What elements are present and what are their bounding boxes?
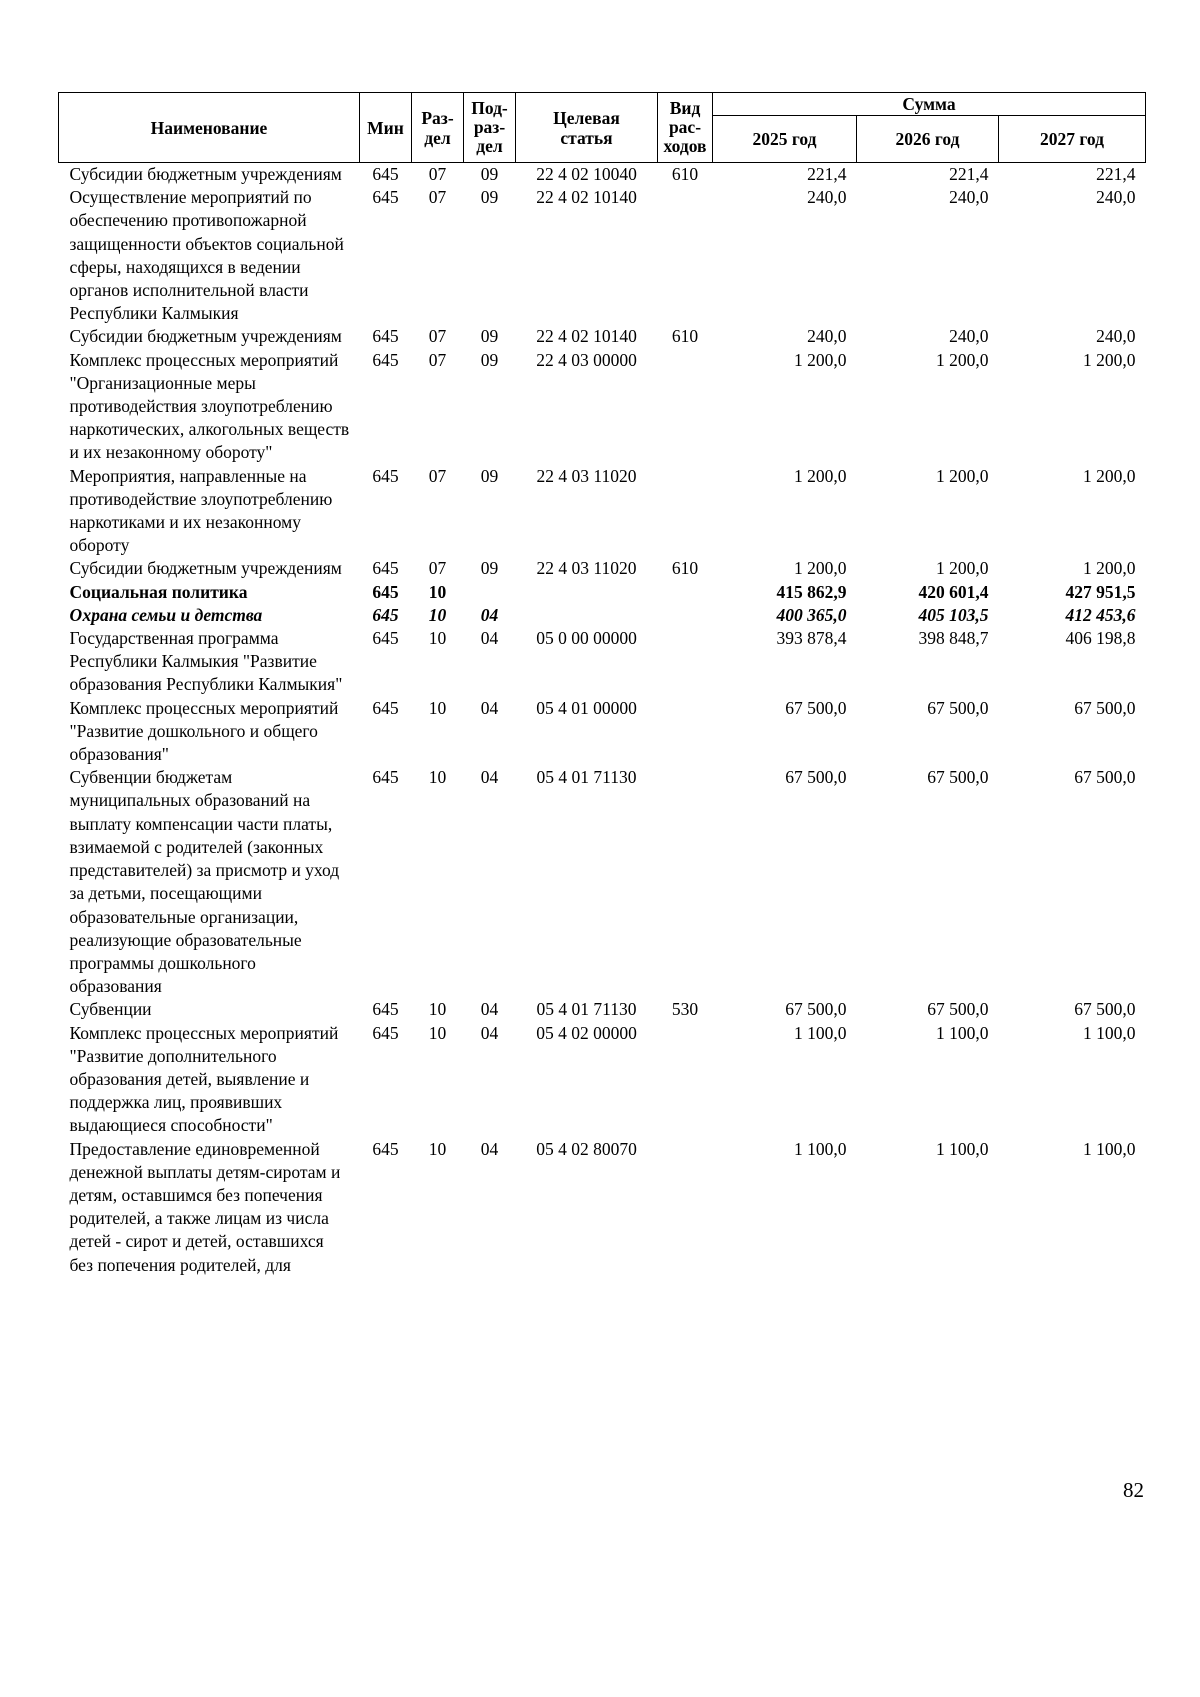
- cell-min: 645: [372, 581, 399, 602]
- cell-2026: 405 103,5: [918, 604, 989, 625]
- cell-min: 645: [372, 604, 399, 625]
- cell-2025: 1 100,0: [794, 1138, 847, 1159]
- table-row: [59, 557, 1146, 580]
- cell-vid: [658, 627, 713, 697]
- cell-podrazdel: 09: [480, 326, 499, 347]
- cell-vid: [658, 697, 713, 767]
- cell-target: 22 4 02 10040: [536, 164, 637, 184]
- cell-2025: 67 500,0: [785, 697, 847, 718]
- cell-razdel: 07: [428, 187, 447, 208]
- cell-razdel: 10: [428, 581, 447, 602]
- cell-2026: 67 500,0: [927, 697, 989, 718]
- cell-vid: [658, 581, 713, 604]
- cell-razdel: 07: [428, 465, 447, 486]
- table-row: [59, 581, 1146, 604]
- header-2026: 2026 год: [857, 116, 999, 163]
- header-target: Целевая статья: [516, 93, 658, 163]
- cell-min: 645: [372, 558, 399, 579]
- cell-name: Мероприятия, направленные на противодействие злоупотреблению наркотиками и их незаконному обороту: [69, 465, 333, 556]
- cell-podrazdel: 04: [480, 767, 499, 788]
- cell-name: Комплекс процессных мероприятий "Развитие дополнительного образования детей, выявление и поддержка лиц, проявивших выдающиеся способности": [69, 1022, 339, 1136]
- cell-podrazdel: 09: [480, 465, 499, 486]
- cell-target: 05 4 01 71130: [536, 999, 637, 1020]
- table-body: [59, 163, 1146, 1277]
- cell-2027: 67 500,0: [1074, 697, 1136, 718]
- cell-min: 645: [372, 697, 399, 718]
- cell-2027: 221,4: [1096, 164, 1136, 184]
- cell-target: 22 4 03 11020: [536, 465, 637, 486]
- table-row: [59, 627, 1146, 697]
- header-sum: Сумма: [713, 93, 1146, 116]
- cell-razdel: 07: [428, 164, 447, 184]
- cell-2026: 398 848,7: [918, 628, 989, 649]
- cell-min: 645: [372, 1138, 399, 1159]
- cell-2027: 427 951,5: [1065, 581, 1136, 602]
- cell-name: Комплекс процессных мероприятий "Развитие дошкольного и общего образования": [69, 697, 339, 765]
- cell-vid: 610: [671, 558, 699, 579]
- cell-target: 05 4 02 00000: [536, 1022, 637, 1043]
- cell-min: 645: [372, 349, 399, 370]
- table-row: [59, 604, 1146, 627]
- cell-target: 22 4 03 00000: [536, 349, 637, 370]
- cell-2027: 1 100,0: [1083, 1022, 1136, 1043]
- cell-vid: [658, 1022, 713, 1138]
- cell-razdel: 07: [428, 349, 447, 370]
- cell-vid: [658, 349, 713, 465]
- cell-razdel: 10: [428, 604, 447, 625]
- cell-2027: 1 200,0: [1083, 349, 1136, 370]
- table-row: [59, 349, 1146, 465]
- cell-podrazdel: 09: [480, 349, 499, 370]
- cell-min: 645: [372, 628, 399, 649]
- cell-2026: 1 200,0: [936, 349, 989, 370]
- cell-2025: 400 365,0: [776, 604, 847, 625]
- cell-2025: 240,0: [807, 187, 847, 208]
- cell-razdel: 10: [428, 1138, 447, 1159]
- cell-2027: 67 500,0: [1074, 999, 1136, 1020]
- cell-razdel: 10: [428, 1022, 447, 1043]
- table-row: [59, 465, 1146, 558]
- cell-name: Социальная политика: [69, 581, 248, 602]
- cell-vid: [658, 465, 713, 558]
- cell-2025: 67 500,0: [785, 999, 847, 1020]
- cell-podrazdel: 09: [480, 558, 499, 579]
- cell-podrazdel: 04: [480, 628, 499, 649]
- cell-2025: 415 862,9: [776, 581, 847, 602]
- cell-target: 05 4 02 80070: [536, 1138, 637, 1159]
- cell-target: 22 4 03 11020: [536, 558, 637, 579]
- cell-2025: 221,4: [807, 164, 847, 184]
- cell-2025: 67 500,0: [785, 767, 847, 788]
- cell-2025: 1 200,0: [794, 465, 847, 486]
- cell-razdel: 10: [428, 767, 447, 788]
- cell-min: 645: [372, 999, 399, 1020]
- page-number: 82: [1123, 1478, 1144, 1502]
- table-row: [59, 766, 1146, 998]
- cell-target: 05 4 01 71130: [536, 767, 637, 788]
- cell-podrazdel: [464, 581, 516, 604]
- cell-name: Комплекс процессных мероприятий "Организационные меры противодействия злоупотреблению наркотических, алкогольных веществ и их незаконному обороту": [69, 349, 350, 463]
- cell-2026: 221,4: [949, 164, 989, 184]
- header-2027: 2027 год: [999, 116, 1146, 163]
- table-row: [59, 1022, 1146, 1138]
- cell-vid: [658, 1138, 713, 1277]
- cell-podrazdel: 04: [480, 697, 499, 718]
- cell-min: 645: [372, 767, 399, 788]
- table-header: [59, 93, 1146, 163]
- cell-2026: 1 200,0: [936, 465, 989, 486]
- cell-2026: 420 601,4: [918, 581, 989, 602]
- cell-target: [516, 604, 658, 627]
- cell-vid: 610: [671, 164, 699, 184]
- budget-table: [58, 92, 1146, 1277]
- header-podrazdel: Под- раз- дел: [464, 93, 516, 163]
- cell-2027: 406 198,8: [1065, 628, 1136, 649]
- cell-name: Осуществление мероприятий по обеспечению противопожарной защищенности объектов социальной сферы, находящихся в ведении органов исполнительной власти Республики Калмыкия: [69, 187, 344, 324]
- table-row: [59, 163, 1146, 187]
- table-row: [59, 325, 1146, 348]
- cell-min: 645: [372, 326, 399, 347]
- cell-2025: 1 100,0: [794, 1022, 847, 1043]
- cell-2026: 240,0: [949, 187, 989, 208]
- cell-2025: 393 878,4: [776, 628, 847, 649]
- cell-2026: 1 100,0: [936, 1138, 989, 1159]
- cell-target: 05 4 01 00000: [536, 697, 637, 718]
- cell-name: Охрана семьи и детства: [69, 604, 263, 625]
- cell-name: Предоставление единовременной денежной выплаты детям-сиротам и детям, оставшимся без попечения родителей, а также лицам из числа детей - сирот и детей, оставшихся без попечения родителей, для: [69, 1138, 341, 1275]
- header-name: Наименование: [59, 93, 360, 163]
- cell-2025: 1 200,0: [794, 558, 847, 579]
- cell-podrazdel: 09: [480, 164, 499, 184]
- header-razdel: Раз- дел: [412, 93, 464, 163]
- cell-2027: 1 200,0: [1083, 558, 1136, 579]
- table-row: [59, 697, 1146, 767]
- table-row: [59, 186, 1146, 325]
- cell-podrazdel: 04: [480, 604, 499, 625]
- cell-razdel: 10: [428, 697, 447, 718]
- cell-2027: 240,0: [1096, 187, 1136, 208]
- cell-2026: 1 100,0: [936, 1022, 989, 1043]
- cell-2025: 240,0: [807, 326, 847, 347]
- cell-name: Государственная программа Республики Калмыкия "Развитие образования Республики Калмыкия": [69, 628, 343, 695]
- cell-2027: 1 100,0: [1083, 1138, 1136, 1159]
- cell-min: 645: [372, 164, 399, 184]
- cell-min: 645: [372, 187, 399, 208]
- cell-min: 645: [372, 465, 399, 486]
- table-row: [59, 998, 1146, 1021]
- cell-vid: [658, 186, 713, 325]
- cell-name: Субвенции: [69, 999, 152, 1020]
- cell-vid: [658, 604, 713, 627]
- cell-vid: 530: [671, 999, 699, 1020]
- cell-vid: [658, 766, 713, 998]
- cell-podrazdel: 04: [480, 1138, 499, 1159]
- cell-vid: 610: [671, 326, 699, 347]
- cell-2026: 240,0: [949, 326, 989, 347]
- cell-min: 645: [372, 1022, 399, 1043]
- cell-target: 22 4 02 10140: [536, 187, 637, 208]
- cell-podrazdel: 04: [480, 999, 499, 1020]
- cell-podrazdel: 09: [480, 187, 499, 208]
- cell-2026: 67 500,0: [927, 767, 989, 788]
- cell-razdel: 10: [428, 999, 447, 1020]
- cell-name: Субсидии бюджетным учреждениям: [69, 326, 342, 347]
- cell-name: Субсидии бюджетным учреждениям: [69, 164, 342, 184]
- cell-2027: 1 200,0: [1083, 465, 1136, 486]
- cell-2026: 67 500,0: [927, 999, 989, 1020]
- cell-2025: 1 200,0: [794, 349, 847, 370]
- cell-2027: 412 453,6: [1065, 604, 1136, 625]
- cell-razdel: 10: [428, 628, 447, 649]
- header-vid: Вид рас- ходов: [658, 93, 713, 163]
- cell-target: [516, 581, 658, 604]
- cell-2027: 240,0: [1096, 326, 1136, 347]
- cell-2027: 67 500,0: [1074, 767, 1136, 788]
- cell-target: 05 0 00 00000: [536, 628, 637, 649]
- header-min: Мин: [360, 93, 412, 163]
- header-2025: 2025 год: [713, 116, 857, 163]
- cell-name: Субвенции бюджетам муниципальных образований на выплату компенсации части платы, взимаемой с родителей (законных представителей) за присмотр и уход за детьми, посещающими образовательные организации, реализующие образовательные программы дошкольного образования: [69, 767, 340, 997]
- cell-razdel: 07: [428, 558, 447, 579]
- cell-2026: 1 200,0: [936, 558, 989, 579]
- cell-target: 22 4 02 10140: [536, 326, 637, 347]
- cell-podrazdel: 04: [480, 1022, 499, 1043]
- cell-name: Субсидии бюджетным учреждениям: [69, 558, 342, 579]
- table-row: [59, 1138, 1146, 1277]
- cell-razdel: 07: [428, 326, 447, 347]
